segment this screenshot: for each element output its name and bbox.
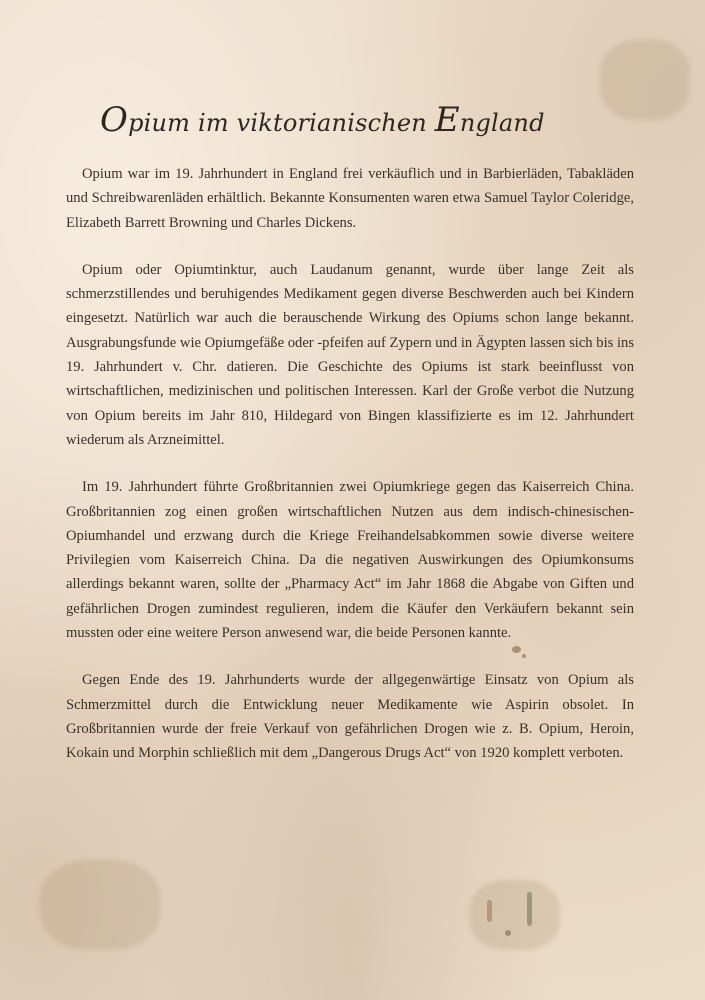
paper-smudge xyxy=(600,40,690,120)
article-body xyxy=(66,162,634,789)
title-initial-o: O xyxy=(100,100,129,140)
paragraph-1: Opium war im 19. Jahrhundert in England frei verkäuflich und in Barbierläden, Tabakläden und Schreibwarenläden erhältlich. Bekannte Konsumenten waren etwa Samuel Taylor Coleridge, Elizabeth Barrett Browning und Charles Dickens. xyxy=(66,166,634,231)
paper-smudge xyxy=(470,880,560,950)
title-initial-e: E xyxy=(434,100,460,140)
title-text-middle: pium im viktorianischen xyxy=(128,109,435,137)
paragraph-2: Opium oder Opiumtinktur, auch Laudanum genannt, wurde über lange Zeit als schmerzstillendes und beruhigendes Medikament gegen diverse Beschwerden auch bei Kindern eingesetzt. Natürlich war auch die berauschende Wirkung des Opiums schon lange bekannt. Ausgrabungsfunde wie Opiumgefäße oder -pfeifen auf Zypern und in Ägypten lassen sich bis ins 19. Jahrhundert v. Chr. datieren. Die Geschichte des Opiums ist stark beeinflusst von wirtschaftlichen, medizinischen und politischen Interessen. Karl der Große verbot die Nutzung von Opium bereits im Jahr 810, Hildegard von Bingen klassifizierte es im 12. Jahrhundert wiederum als Arzneimittel. xyxy=(66,261,634,448)
ink-stain xyxy=(522,654,526,658)
page-title xyxy=(100,98,620,145)
ink-stain xyxy=(512,646,521,653)
paragraph-3: Im 19. Jahrhundert führte Großbritannien zwei Opiumkriege gegen das Kaiserreich China. Großbritannien zog einen großen wirtschaftlichen Nutzen aus dem indisch-chinesischen-Opiumhandel und erzwang durch die Kriege Freihandelsabkommen sowie diverse weitere Privilegien vom Kaiserreich China. Da die negativen Auswirkungen des Opiumkonsums allerdings bekannt waren, sollte der „Pharmacy Act“ im Jahr 1868 die Abgabe von Giften und gefährlichen Drogen zumindest regulieren, indem die Käufer den Verkäufern bekannt sein mussten oder eine weitere Person anwesend war, die beide Personen kannte. xyxy=(66,479,634,642)
paper-smudge xyxy=(40,860,160,950)
title-text-end: ngland xyxy=(459,109,545,137)
paragraph-4: Gegen Ende des 19. Jahrhunderts wurde der allgegenwärtige Einsatz von Opium als Schmerzmittel durch die Entwicklung neuer Medikamente wie Aspirin obsolet. In Großbritannien wurde der freie Verkauf von gefährlichen Drogen wie z. B. Opium, Heroin, Kokain und Morphin schließlich mit dem „Dangerous Drugs Act“ von 1920 komplett verboten. xyxy=(66,672,634,762)
